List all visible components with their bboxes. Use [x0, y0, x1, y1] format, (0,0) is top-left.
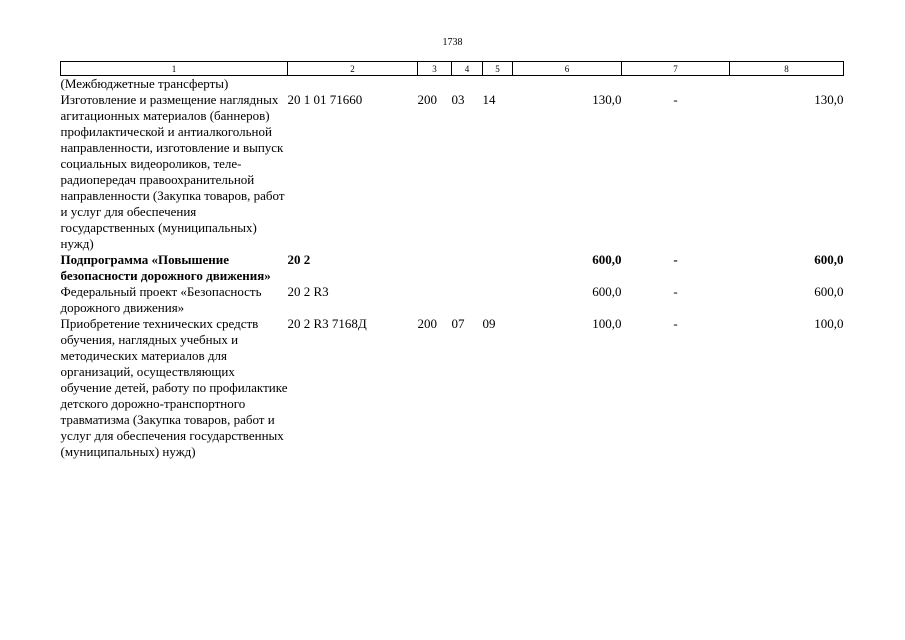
row-name: Изготовление и размещение наглядных агитационных материалов (баннеров) профилактической и антиалкогольной направленности, изготовление и выпуск социальных видеороликов, теле-радиопередач правоохранительной направленности (Закупка товаров, работ и услуг для обеспечения государственных (муниципальных) нужд) — [60, 92, 285, 251]
row-col8: 130,0 — [814, 92, 844, 107]
column-header-7: 7 — [622, 62, 730, 76]
row-col8: 600,0 — [814, 284, 844, 299]
row-col6 — [513, 76, 622, 93]
row-col4: 07 — [451, 316, 465, 331]
row-code — [288, 76, 418, 93]
row-col4 — [452, 252, 483, 284]
row-code: 20 2 — [287, 252, 311, 267]
table-row — [61, 284, 844, 316]
row-code: 20 2 R3 7168Д — [287, 316, 367, 331]
table-row — [61, 92, 844, 252]
row-col4 — [452, 284, 483, 316]
row-col7: - — [673, 284, 678, 299]
row-col7: - — [673, 252, 678, 267]
row-col7: - — [673, 316, 678, 331]
row-col5 — [483, 76, 513, 93]
row-col7: - — [673, 92, 678, 107]
row-name: (Межбюджетные трансферты) — [60, 76, 229, 91]
column-header-5: 5 — [483, 62, 513, 76]
row-col3 — [418, 284, 452, 316]
row-col5: 14 — [482, 92, 496, 107]
column-header-2: 2 — [288, 62, 418, 76]
row-col6: 100,0 — [592, 316, 622, 331]
budget-table — [60, 61, 844, 460]
row-col3 — [418, 252, 452, 284]
row-col8: 600,0 — [814, 252, 844, 267]
table-row-subprogram — [61, 252, 844, 284]
column-header-6: 6 — [513, 62, 622, 76]
row-col6: 130,0 — [592, 92, 622, 107]
column-header-4: 4 — [452, 62, 483, 76]
row-code: 20 2 R3 — [287, 284, 329, 299]
column-header-1: 1 — [61, 62, 288, 76]
row-col5 — [483, 284, 513, 316]
row-col4: 03 — [451, 92, 465, 107]
row-name: Приобретение технических средств обучения, наглядных учебных и методических материалов для организаций, осуществляющих обучение детей, работу по профилактике детского дорожно-транспортного травматизма (Закупка товаров, работ и услуг для обеспечения государственных (муниципальных) нужд) — [60, 316, 288, 459]
row-code: 20 1 01 71660 — [287, 92, 363, 107]
column-header-3: 3 — [418, 62, 452, 76]
row-col6: 600,0 — [592, 284, 622, 299]
row-col3: 200 — [417, 316, 437, 331]
row-col5: 09 — [482, 316, 496, 331]
row-col5 — [483, 252, 513, 284]
page-number: 1738 — [442, 37, 463, 48]
table-row — [61, 316, 844, 460]
column-number-row — [61, 62, 844, 76]
row-name: Федеральный проект «Безопасность дорожного движения» — [60, 284, 262, 315]
table-row — [61, 76, 844, 93]
row-col7 — [622, 76, 730, 93]
row-col8: 100,0 — [814, 316, 844, 331]
row-col6: 600,0 — [592, 252, 622, 267]
row-col4 — [452, 76, 483, 93]
row-col3: 200 — [417, 92, 437, 107]
row-col3 — [418, 76, 452, 93]
row-name: Подпрограмма «Повышение безопасности дорожного движения» — [60, 252, 271, 283]
row-col8 — [730, 76, 844, 93]
column-header-8: 8 — [730, 62, 844, 76]
